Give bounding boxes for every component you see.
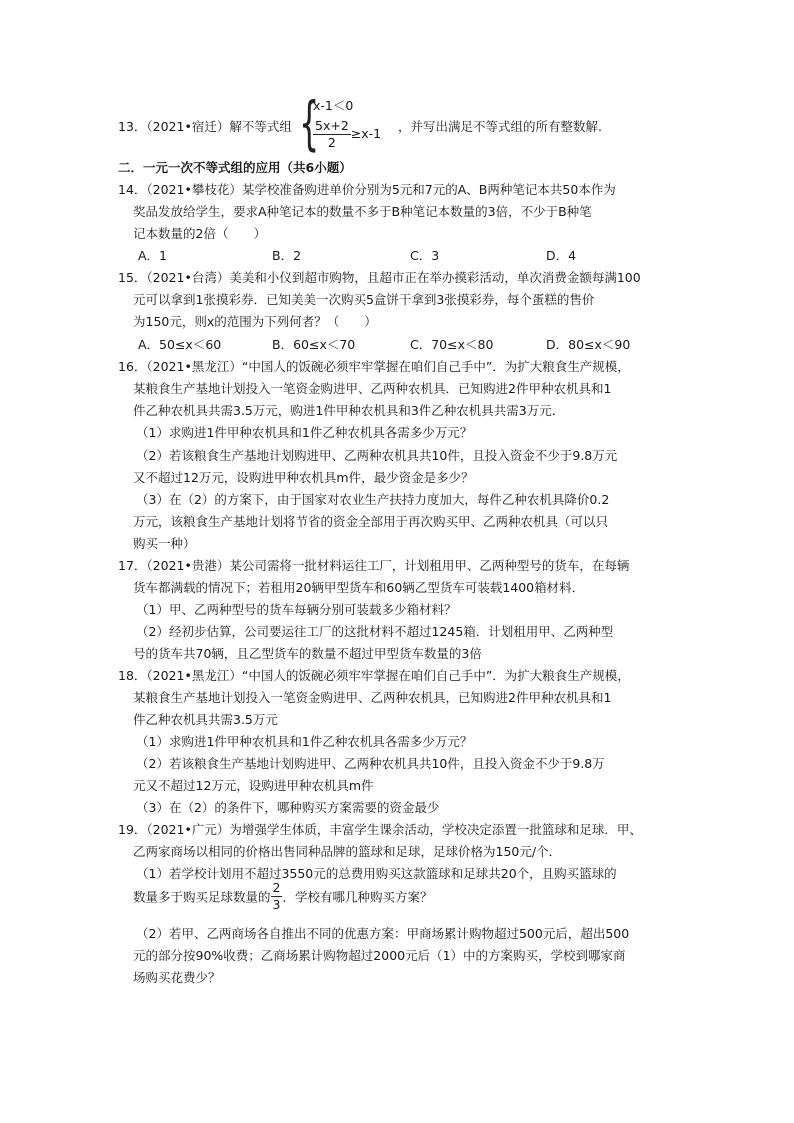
left-brace-icon: { <box>299 89 320 157</box>
q17-line-1: 17．（2021•贵港）某公司需将一批材料运往工厂，计划租用甲、乙两种型号的货车，在每辆 <box>118 558 630 573</box>
q14-option-a: A．1 <box>138 248 168 263</box>
q15-option-d: D．80≤x＜90 <box>546 337 631 352</box>
q19-part-1-text: 数量多于购买足球数量的 <box>133 889 271 905</box>
q19-line-1: 19．（2021•广元）为增强学生体质，丰富学生课余活动，学校决定添置一批篮球和足球．甲、 <box>118 822 642 837</box>
q16-line-2: 某粮食生产基地计划投入一笔资金购进甲、乙两种农机具．已知购进2件甲种农机具和1 <box>133 381 612 396</box>
q15-line-1: 15．（2021•台湾）美美和小仪到超市购物，且超市正在举办摸彩活动，单次消费金额每满100 <box>118 270 641 285</box>
q18-line-2: 某粮食生产基地计划投入一笔资金购进甲、乙两种农机具，已知购进2件甲种农机具和1 <box>133 690 612 705</box>
q15-line-2: 元可以拿到1张摸彩券．已知美美一次购买5盒饼干拿到3张摸彩券，每个蛋糕的售价 <box>133 292 595 307</box>
q14-line-2: 奖品发放给学生，要求A种笔记本的数量不多于B种笔记本数量的3倍，不少于B种笔 <box>133 204 592 219</box>
q13-inequality-2-rest: ≥x-1 <box>350 126 382 141</box>
q18-line-3: 件乙种农机具共需3.5万元 <box>133 712 278 727</box>
q13-fraction-denominator: 2 <box>327 135 336 150</box>
q18-line-1: 18．（2021•黑龙江）“中国人的饭碗必须牢牢掌握在咱们自己手中”．为扩大粮食生产规模， <box>118 668 630 683</box>
q19-part-1-line-1: （1）若学校计划用不超过3550元的总费用购买这款篮球和足球共20个，且购买篮球的 <box>136 866 617 881</box>
q13-prefix: 13．（2021•宿迁）解不等式组 <box>118 119 292 134</box>
q19-part-2-line-3: 场购买花费少？ <box>133 970 221 985</box>
q14-option-b: B．2 <box>272 248 302 263</box>
q17-line-2: 货车都满载的情况下；若租用20辆甲型货车和60辆乙型货车可装载1400箱材料． <box>133 580 585 595</box>
q18-part-2-line-2: 元又不超过12万元，设购进甲种农机具m件 <box>133 778 374 793</box>
q13-suffix: ，并写出满足不等式组的所有整数解. <box>398 119 602 134</box>
q15-option-a: A．50≤x＜60 <box>138 337 222 352</box>
q15-option-b: B．60≤x＜70 <box>272 337 356 352</box>
q14-option-c: C．3 <box>410 248 440 263</box>
q19-fraction-denominator: 3 <box>272 897 281 912</box>
q17-part-1: （1）甲、乙两种型号的货车每辆分别可装载多少箱材料？ <box>136 602 457 617</box>
q19-part-1-question: ．学校有哪几种购买方案？ <box>282 889 433 905</box>
q17-part-2-line-2: 号的货车共70辆，且乙型货车的数量不超过甲型货车数量的3倍 <box>133 646 482 661</box>
q18-part-2-line-1: （2）若该粮食生产基地计划购进甲、乙两种农机具共10件，且投入资金不少于9.8万 <box>136 756 605 771</box>
q16-part-3-line-2: 万元，该粮食生产基地计划将节省的资金全部用于再次购买甲、乙两种农机具（可以只 <box>133 514 609 529</box>
q19-part-2-line-1: （2）若甲、乙两商场各自推出不同的优惠方案：甲商场累计购物超过500元后，超出500 <box>136 926 630 941</box>
q14-line-1: 14．（2021•攀枝花）某学校准备购进单价分别为5元和7元的A、B两种笔记本共50本作为 <box>118 182 616 197</box>
q15-line-3: 为150元，则x的范围为下列何者？（ ） <box>133 314 377 329</box>
section-title: 二．一元一次不等式组的应用（共6小题） <box>118 160 352 175</box>
q18-part-3: （3）在（2）的条件下，哪种购买方案需要的资金最少 <box>136 800 440 815</box>
q16-part-3-line-3: 购买一种） <box>133 536 196 551</box>
q16-part-1: （1）求购进1件甲种农机具和1件乙种农机具各需多少万元？ <box>136 425 473 440</box>
q15-option-c: C．70≤x＜80 <box>410 337 494 352</box>
q17-part-2-line-1: （2）经初步估算，公司要运往工厂的这批材料不超过1245箱．计划租用甲、乙两种型 <box>136 624 614 639</box>
q14-line-3: 记本数量的2倍（ ） <box>133 226 266 241</box>
q16-part-3-line-1: （3）在（2）的方案下，由于国家对农业生产扶持力度加大，每件乙种农机具降价0.2 <box>136 492 610 507</box>
q19-fraction-numerator: 2 <box>272 880 281 895</box>
q13-inequality-2 <box>313 118 381 151</box>
q16-part-2-line-2: 又不超过12万元，设购进甲种农机具m件，最少资金是多少？ <box>133 470 474 485</box>
q19-fraction <box>271 880 283 913</box>
q18-part-1: （1）求购进1件甲种农机具和1件乙种农机具各需多少万元？ <box>136 734 473 749</box>
q13-inequality-1: x-1＜0 <box>313 98 354 113</box>
q19-line-2: 乙两家商场以相同的价格出售同种品牌的篮球和足球，足球价格为150元/个． <box>133 844 562 859</box>
q13-fraction <box>313 118 351 151</box>
q16-line-3: 件乙种农机具共需3.5万元，购进1件甲种农机具和3件乙种农机具共需3万元． <box>133 403 565 418</box>
q16-part-2-line-1: （2）若该粮食生产基地计划购进甲、乙两种农机具共10件，且投入资金不少于9.8万元 <box>136 448 618 463</box>
q13-fraction-numerator: 5x+2 <box>315 118 349 133</box>
q14-option-d: D．4 <box>546 248 577 263</box>
q16-line-1: 16．（2021•黑龙江）“中国人的饭碗必须牢牢掌握在咱们自己手中”．为扩大粮食生产规模， <box>118 359 630 374</box>
q19-part-2-line-2: 元的部分按90%收费；乙商场累计购物超过2000元后（1）中的方案购买，学校到哪家商 <box>133 948 626 963</box>
q19-part-1-line-2 <box>133 880 432 913</box>
